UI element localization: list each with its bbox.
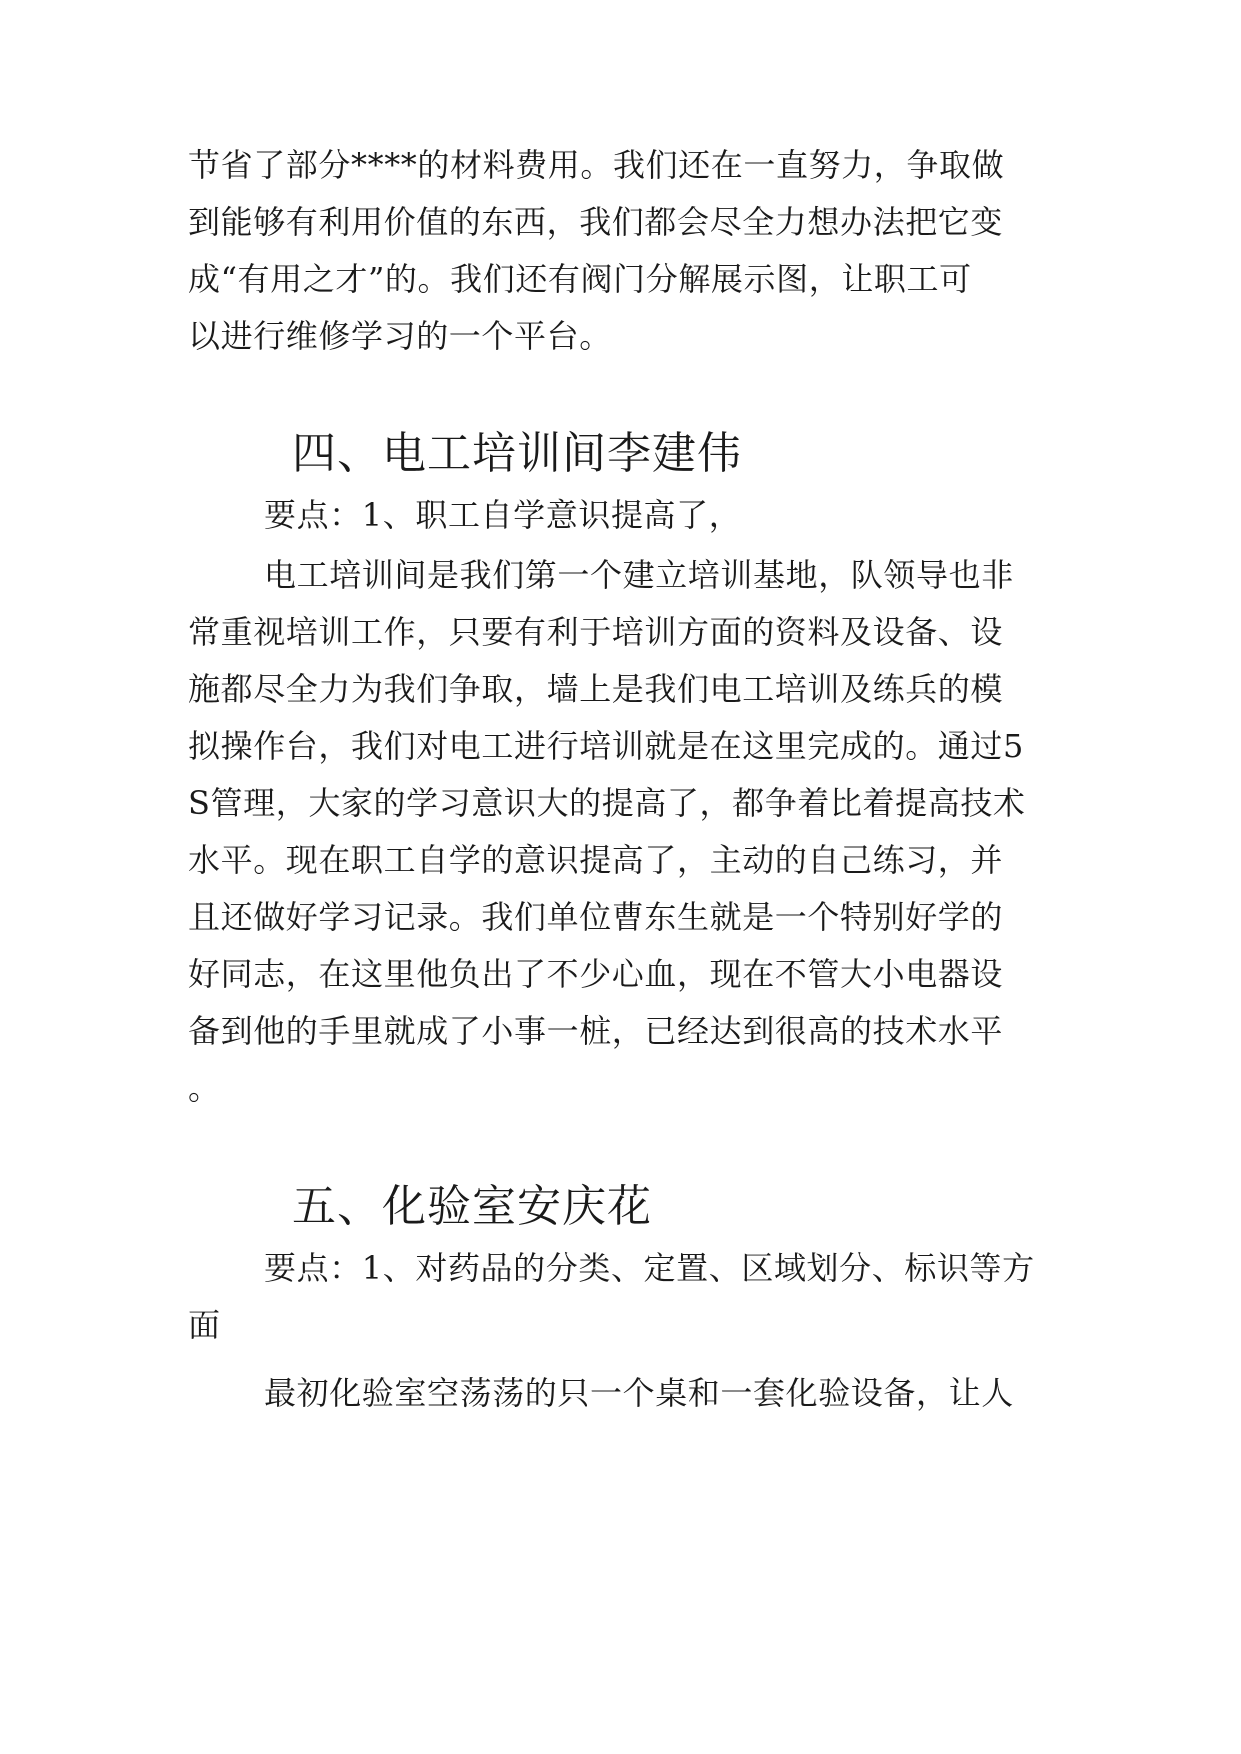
- paragraph-line: 水平。现在职工自学的意识提高了，主动的自己练习，并: [188, 841, 1004, 879]
- keypoint-line: 要点：1、对药品的分类、定置、区域划分、标识等方: [264, 1249, 1035, 1287]
- paragraph-line: 且还做好学习记录。我们单位曹东生就是一个特别好学的: [188, 898, 1004, 936]
- section-heading: 五、化验室安庆花: [292, 1181, 652, 1232]
- paragraph-line: S管理，大家的学习意识大的提高了，都争着比着提高技术: [188, 784, 1026, 822]
- paragraph-line: 施都尽全力为我们争取，墙上是我们电工培训及练兵的模: [188, 670, 1004, 708]
- paragraph-line: 常重视培训工作，只要有利于培训方面的资料及设备、设: [188, 613, 1004, 651]
- paragraph-line: 以进行维修学习的一个平台。: [188, 317, 612, 355]
- paragraph-line: 拟操作台，我们对电工进行培训就是在这里完成的。通过5: [188, 727, 1024, 765]
- paragraph-line: 最初化验室空荡荡的只一个桌和一套化验设备，让人: [264, 1374, 1014, 1412]
- keypoint-line: 面: [188, 1306, 221, 1344]
- paragraph-line: 好同志，在这里他负出了不少心血，现在不管大小电器设: [188, 955, 1004, 993]
- paragraph-line: 电工培训间是我们第一个建立培训基地，队领导也非: [264, 556, 1014, 594]
- paragraph-line: 节省了部分****的材料费用。我们还在一直努力，争取做: [188, 146, 1005, 184]
- paragraph-line: 成“有用之才”的。我们还有阀门分解展示图，让职工可: [188, 260, 972, 298]
- paragraph-line: 到能够有利用价值的东西，我们都会尽全力想办法把它变: [188, 203, 1004, 241]
- keypoint-line: 要点：1、职工自学意识提高了，: [264, 496, 742, 534]
- section-heading: 四、电工培训间李建伟: [292, 428, 742, 479]
- paragraph-line: 。: [188, 1069, 221, 1107]
- paragraph-line: 备到他的手里就成了小事一桩，已经达到很高的技术水平: [188, 1012, 1004, 1050]
